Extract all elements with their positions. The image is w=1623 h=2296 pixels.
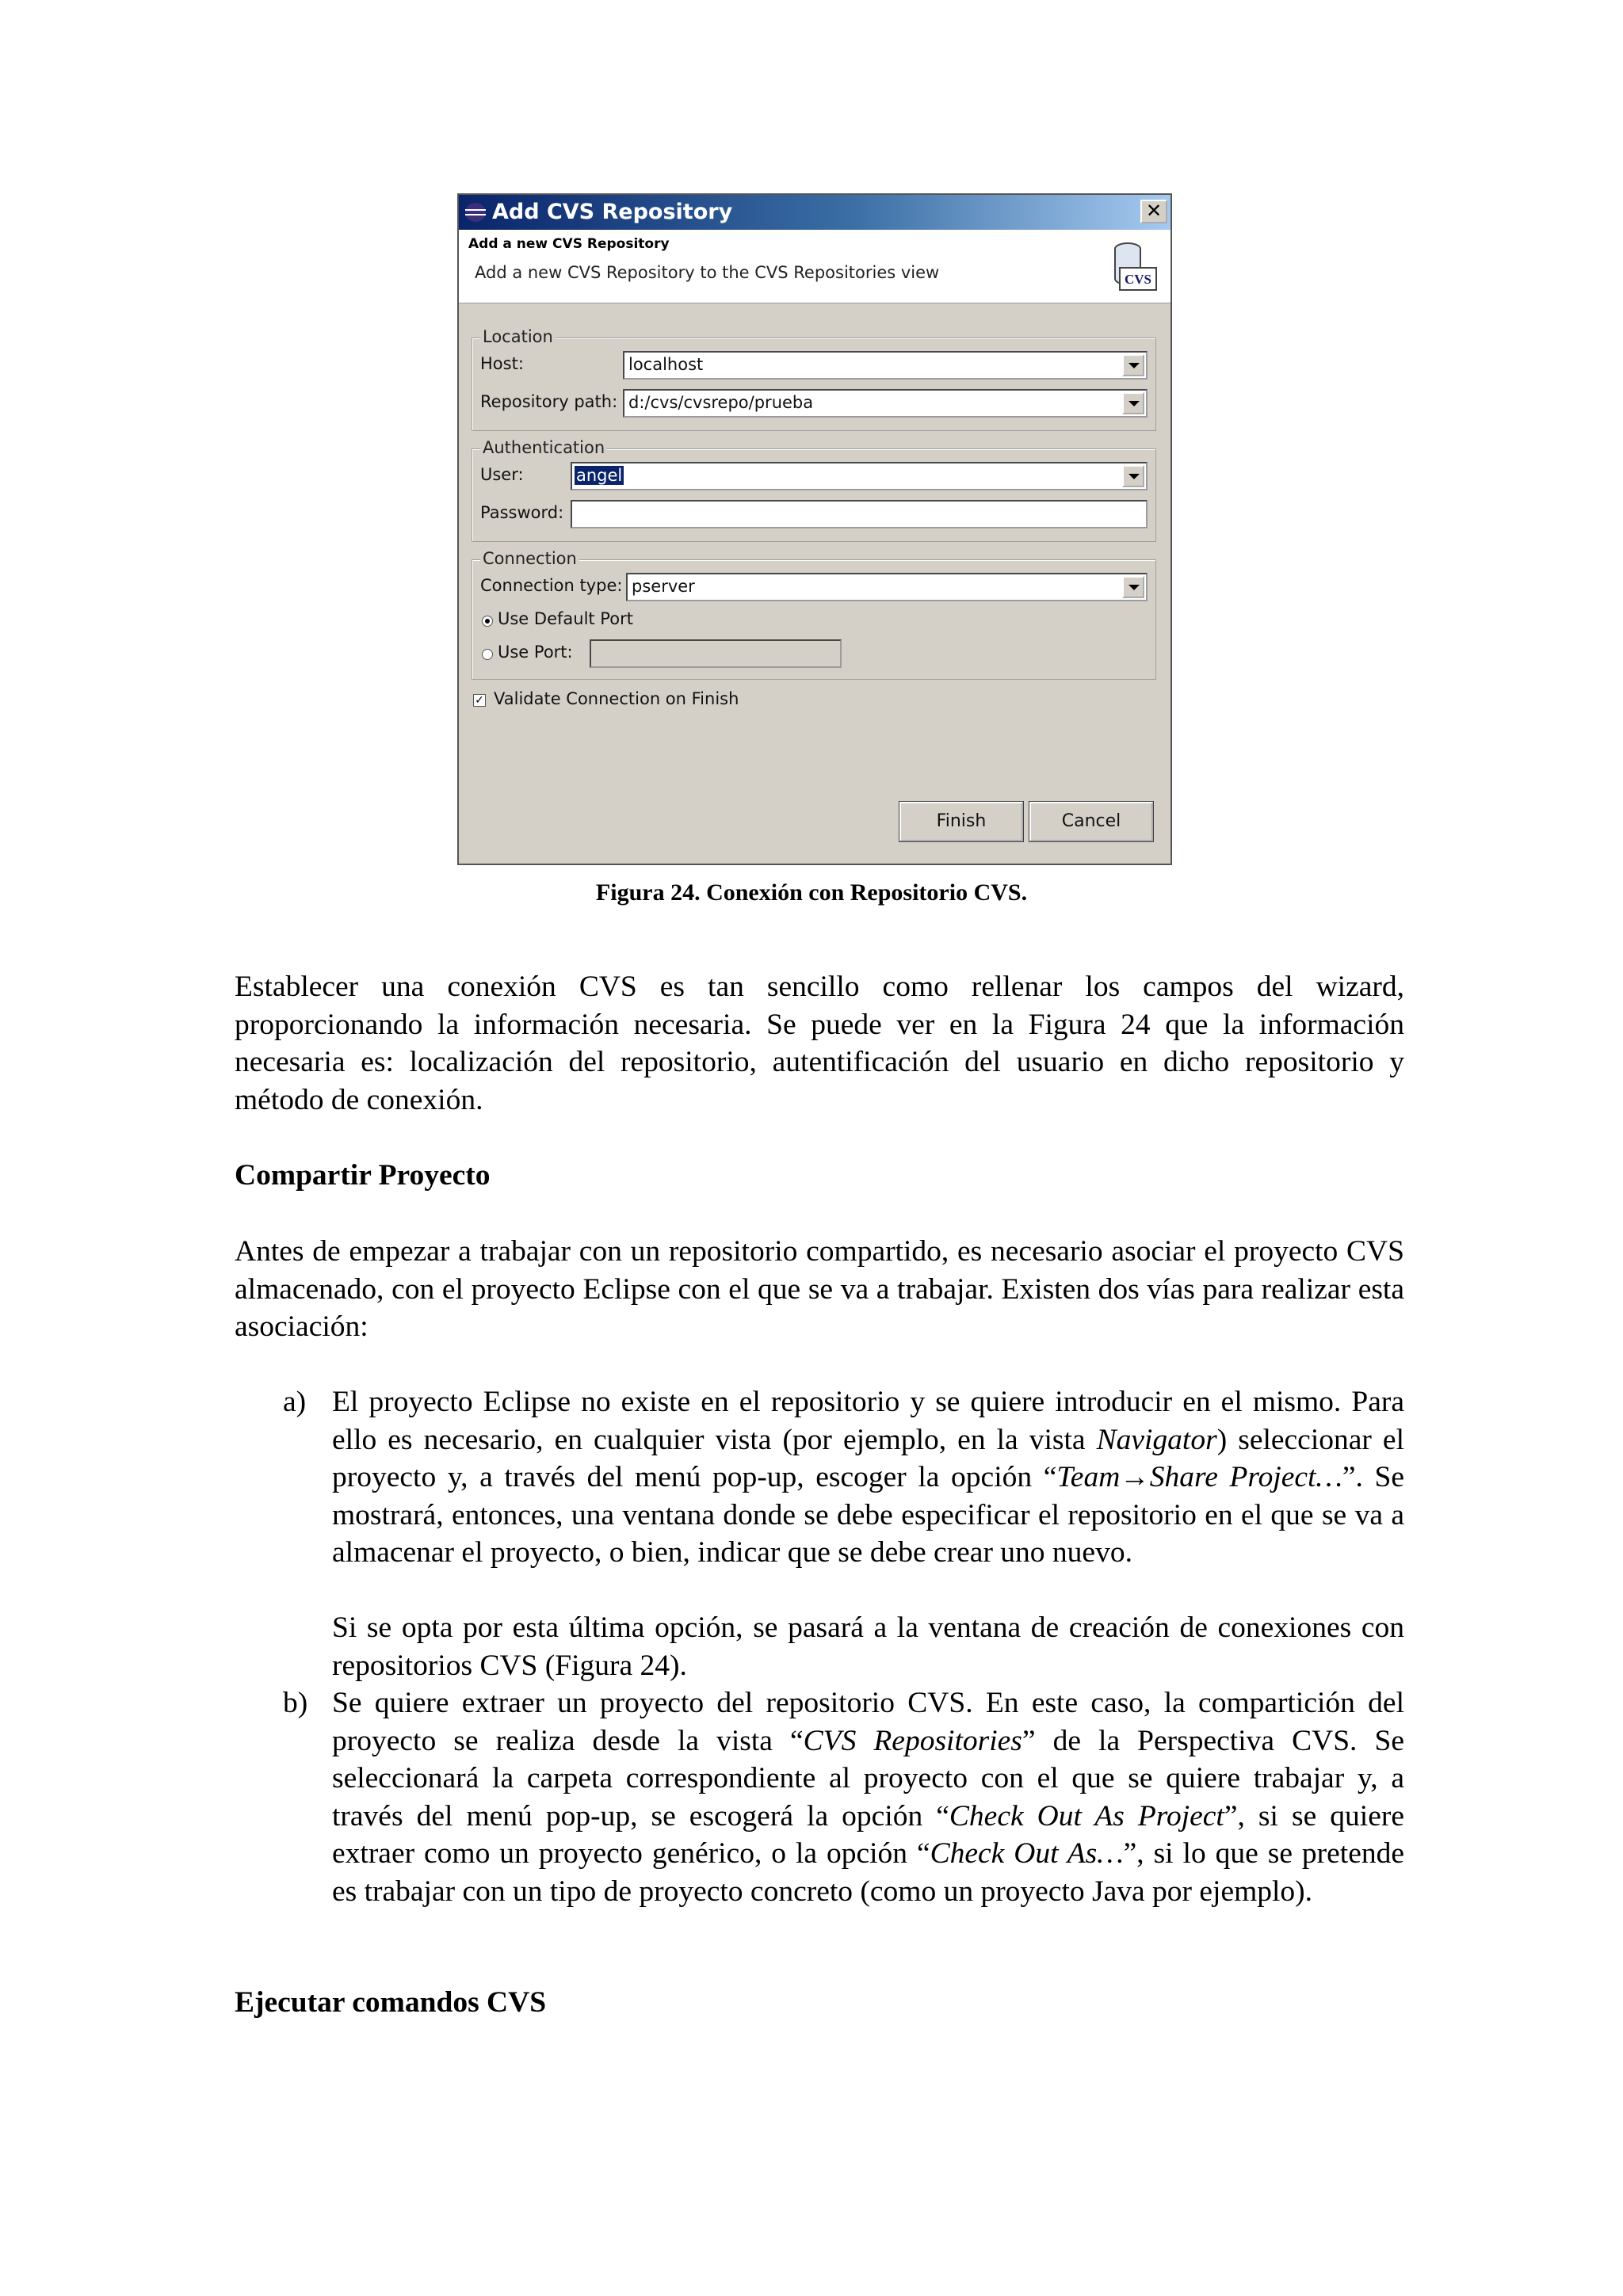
heading-ejecutar-comandos: Ejecutar comandos CVS	[235, 1986, 547, 2019]
connection-legend: Connection	[480, 549, 579, 568]
cvs-repository-icon	[1104, 239, 1159, 295]
connection-type-label: Connection type:	[480, 576, 623, 595]
user-label: User:	[480, 465, 524, 484]
finish-button[interactable]: Finish	[899, 802, 1023, 841]
figure-caption: Figura 24. Conexión con Repositorio CVS.	[595, 879, 1028, 906]
heading-compartir-proyecto: Compartir Proyecto	[235, 1159, 491, 1192]
user-dropdown-arrow-icon[interactable]	[1122, 465, 1144, 487]
user-combo[interactable]	[571, 462, 1148, 490]
password-label: Password:	[480, 503, 564, 522]
paragraph-1: Establecer una conexión CVS es tan sencillo como rellenar los campos del wizard, proporcionando la información necesaria. Se puede ver en la Figura 24 que la información necesaria es: localización del repositorio, autentificación del usuario en dicho repositorio y método de conexión.	[235, 971, 1404, 1116]
connection-type-value: pserver	[632, 577, 695, 596]
item-b-cvs-repositories: CVS Repositories	[803, 1724, 1022, 1757]
use-default-port-label: Use Default Port	[498, 609, 633, 628]
connection-group	[472, 549, 1156, 680]
cvs-icon-label: CVS	[1124, 272, 1152, 287]
item-a-text-2: ) seleccionar el proyecto y, a través del menú pop-up, escoger la opción “	[332, 1423, 1404, 1493]
repository-path-combo[interactable]	[623, 389, 1148, 418]
validate-connection-checkbox[interactable]: ✓	[473, 694, 486, 707]
host-dropdown-arrow-icon[interactable]	[1122, 354, 1144, 376]
eclipse-icon	[464, 201, 487, 223]
cancel-button[interactable]: Cancel	[1029, 802, 1153, 841]
list-item-b-marker: b)	[283, 1687, 308, 1719]
host-combo[interactable]	[623, 351, 1148, 379]
list-item-a-continuation: Si se opta por esta última opción, se pasará a la ventana de creación de conexiones con repositorios CVS (Figura 24).	[332, 1611, 1404, 1682]
user-value: angel	[576, 466, 623, 485]
use-port-radio[interactable]	[482, 649, 493, 660]
item-b-check-out-as: Check Out As…	[930, 1837, 1124, 1870]
item-b-text-4: ”, si lo que se pretende es trabajar con un tipo de proyecto concreto (como un proyecto Java por ejemplo).	[332, 1837, 1404, 1908]
connection-type-dropdown-arrow-icon[interactable]	[1122, 576, 1144, 598]
port-field[interactable]	[590, 639, 842, 668]
banner-title: Add a new CVS Repository	[468, 236, 670, 252]
dialog-banner	[459, 230, 1170, 303]
use-default-port-radio[interactable]	[482, 616, 493, 627]
validate-connection-label: Validate Connection on Finish	[494, 689, 739, 708]
arrow-right-icon: →	[1120, 1461, 1150, 1493]
password-field[interactable]	[571, 500, 1148, 528]
use-port-label: Use Port:	[498, 643, 573, 662]
close-button[interactable]: ✕	[1140, 200, 1167, 223]
authentication-legend: Authentication	[480, 438, 607, 457]
item-a-share-project: Share Project…	[1149, 1461, 1342, 1493]
item-b-check-out-as-project: Check Out As Project	[949, 1799, 1224, 1833]
add-cvs-repository-dialog	[457, 193, 1172, 865]
item-b-text-1: Se quiere extraer un proyecto del repositorio CVS. En este caso, la compartición del proyecto se realiza desde la vista “	[332, 1687, 1404, 1757]
list-item-b	[332, 1684, 1404, 1910]
repository-path-dropdown-arrow-icon[interactable]	[1122, 392, 1144, 414]
item-a-navigator: Navigator	[1096, 1423, 1217, 1456]
location-group	[472, 327, 1156, 431]
item-b-text-3: ”, si se quiere extraer como un proyecto genérico, o la opción “	[332, 1799, 1404, 1870]
connection-type-combo[interactable]	[626, 573, 1148, 601]
dialog-titlebar	[459, 195, 1170, 230]
dialog-title: Add CVS Repository	[492, 200, 733, 224]
repository-path-value: d:/cvs/cvsrepo/prueba	[628, 393, 814, 412]
location-legend: Location	[480, 327, 556, 346]
repository-path-label: Repository path:	[480, 392, 618, 411]
item-a-team: Team	[1056, 1461, 1121, 1493]
list-item-a-marker: a)	[283, 1386, 307, 1418]
banner-description: Add a new CVS Repository to the CVS Repositories view	[475, 263, 940, 282]
item-a-text-3: ”. Se mostrará, entonces, una ventana donde se debe especificar el repositorio en el que se va a almacenar el proyecto, o bien, indicar que se debe crear uno nuevo.	[332, 1461, 1404, 1569]
item-a-text-1: El proyecto Eclipse no existe en el repositorio y se quiere introducir en el mismo. Para ello es necesario, en cualquier vista (por ejemplo, en la vista	[332, 1386, 1404, 1456]
paragraph-2: Antes de empezar a trabajar con un repositorio compartido, es necesario asociar el proyecto CVS almacenado, con el proyecto Eclipse con el que se va a trabajar. Existen dos vías para realizar esta asociación:	[235, 1235, 1404, 1343]
authentication-group	[472, 438, 1156, 542]
list-item-a	[332, 1383, 1404, 1572]
host-label: Host:	[480, 354, 524, 373]
host-value: localhost	[628, 355, 704, 374]
item-b-text-2: ” de la Perspectiva CVS. Se seleccionará la carpeta correspondiente al proyecto con el que se quiere trabajar y, a través del menú pop-up, se escogerá la opción “	[332, 1724, 1404, 1833]
